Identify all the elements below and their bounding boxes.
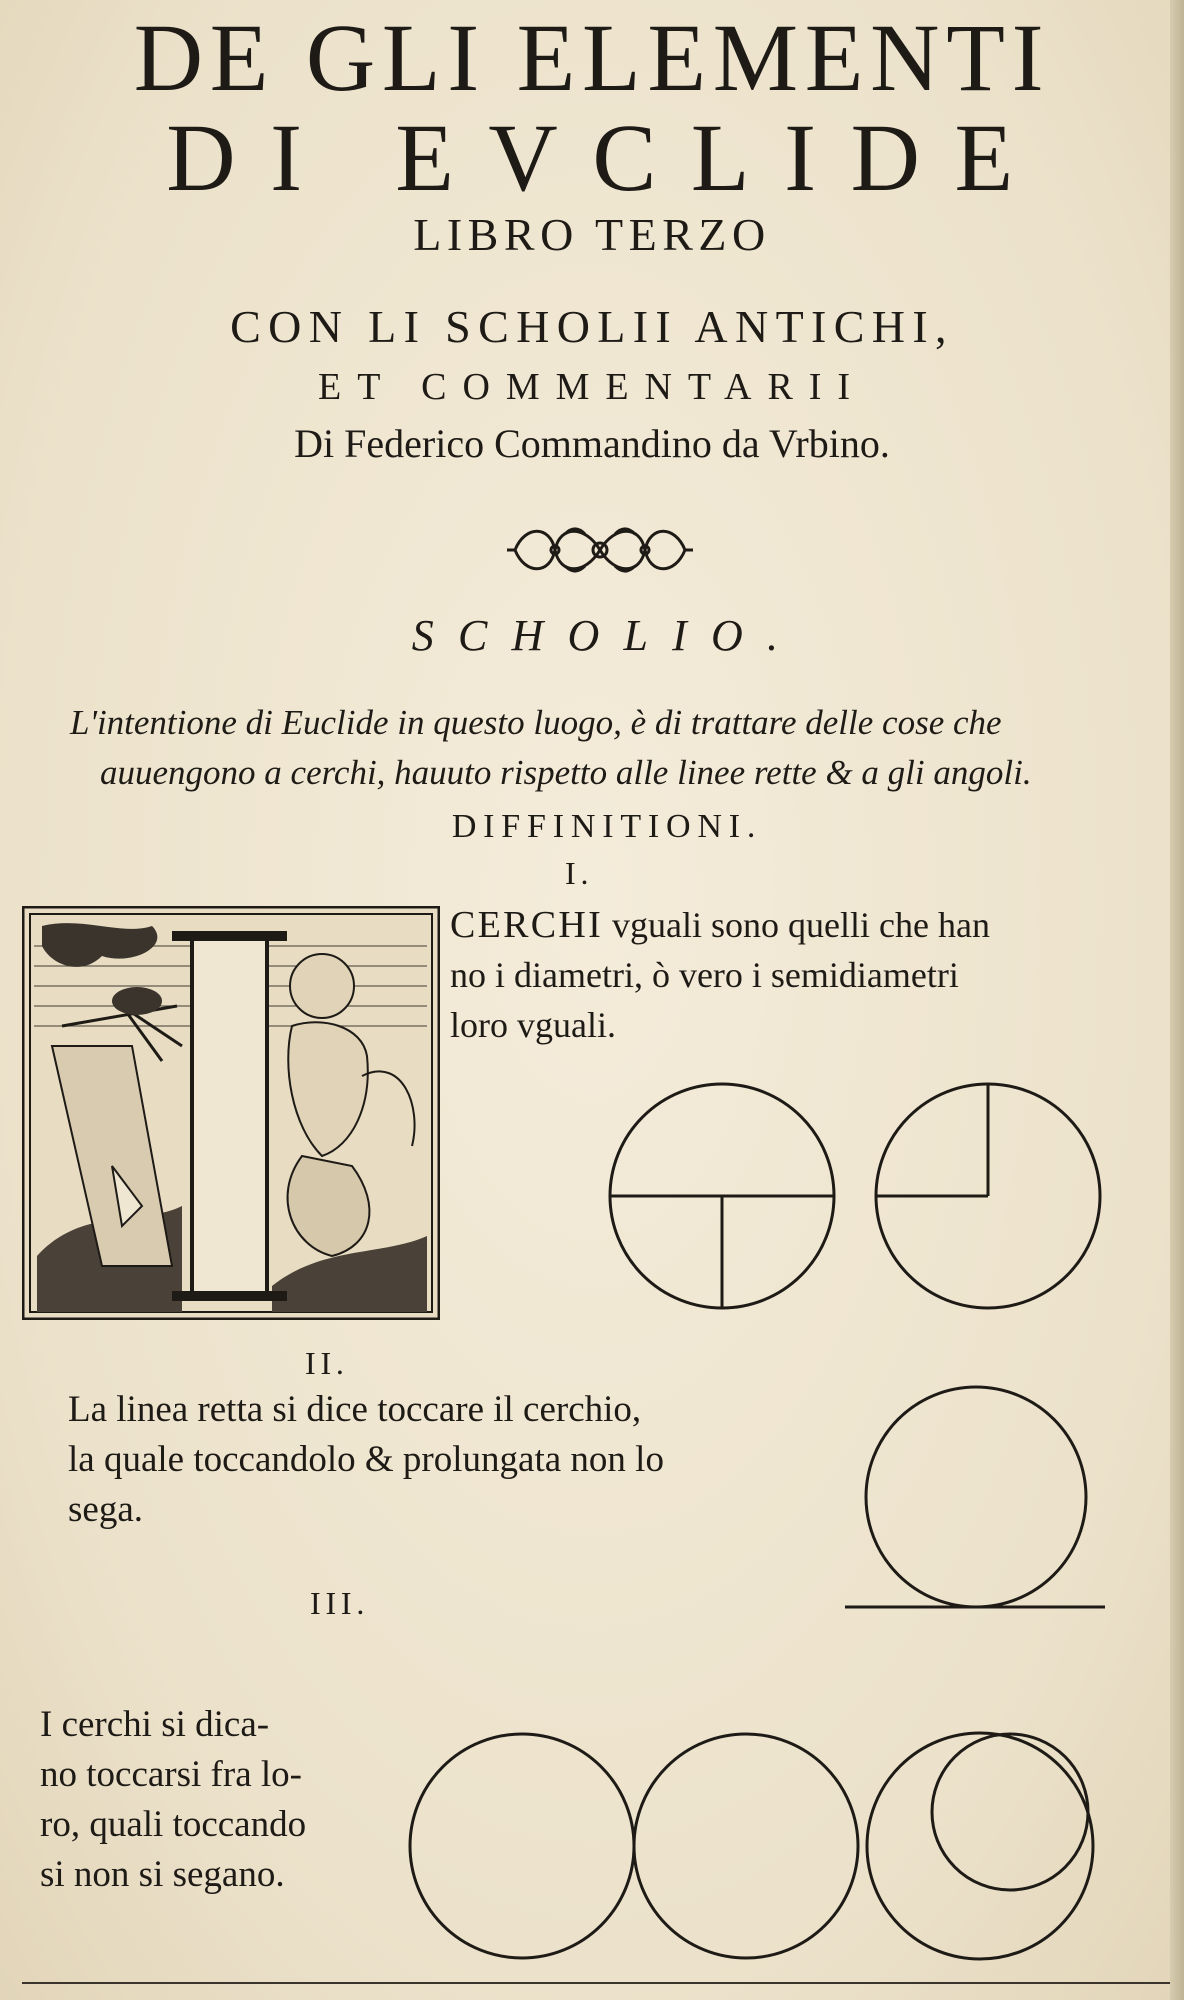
def2-line-2: la quale toccandolo & prolungata non lo [68, 1439, 664, 1480]
definitions-heading: DIFFINITIONI. [451, 808, 763, 845]
def2-line-3: sega. [68, 1489, 143, 1530]
def3-line-4: si non si segano. [40, 1854, 285, 1895]
def1-line-3: loro vguali. [450, 1005, 616, 1045]
equal-circle-right [876, 1084, 1100, 1308]
def3-number: III. [310, 1585, 370, 1621]
page-edge [1170, 0, 1184, 2000]
scholia-line: CON LI SCHOLII ANTICHI, [230, 301, 954, 352]
intro-line-1: L'intentione di Euclide in questo luogo, è di trattare delle cose che [70, 703, 1002, 742]
def3-line-2: no toccarsi fra lo- [40, 1754, 302, 1795]
book-number: LIBRO TERZO [413, 209, 771, 260]
def1-line-1: vguali sono quelli che han [603, 905, 990, 945]
def3-line-1: I cerchi si dica- [40, 1704, 270, 1745]
def1-line-2: no i diametri, ò vero i semidiametri [450, 955, 959, 995]
definition-1 [450, 900, 1150, 1050]
def2-line-1: La linea retta si dice toccare il cerchio, [68, 1389, 642, 1430]
tangent-circle [866, 1387, 1086, 1607]
commentary-line: ET COMMENTARII [318, 366, 866, 408]
intro-line-2: auuengono a cerchi, hauuto rispetto alle linee rette & a gli angoli. [100, 753, 1032, 792]
definition-2 [68, 1385, 788, 1535]
def2-number: II. [305, 1345, 349, 1381]
inner-circle [932, 1734, 1088, 1890]
floral-ornament-icon [505, 520, 695, 580]
woodcut-initial-letter-icon [22, 906, 440, 1320]
bottom-rule [22, 1982, 1172, 1984]
definition-3 [40, 1700, 370, 1900]
equal-circle-left [610, 1084, 834, 1308]
touching-circle-1 [410, 1734, 634, 1958]
author-line: Di Federico Commandino da Vrbino. [294, 421, 890, 466]
def1-number: I. [565, 855, 594, 891]
title-line-2: DI EVCLIDE [166, 104, 1048, 211]
def1-lead-word: CERCHI [450, 904, 604, 946]
scholio-heading: SCHOLIO. [411, 611, 803, 660]
touching-circle-2 [634, 1734, 858, 1958]
title-line-1: DE GLI ELEMENTI [133, 4, 1051, 111]
def3-line-3: ro, quali toccando [40, 1804, 307, 1845]
outer-circle [867, 1733, 1093, 1959]
